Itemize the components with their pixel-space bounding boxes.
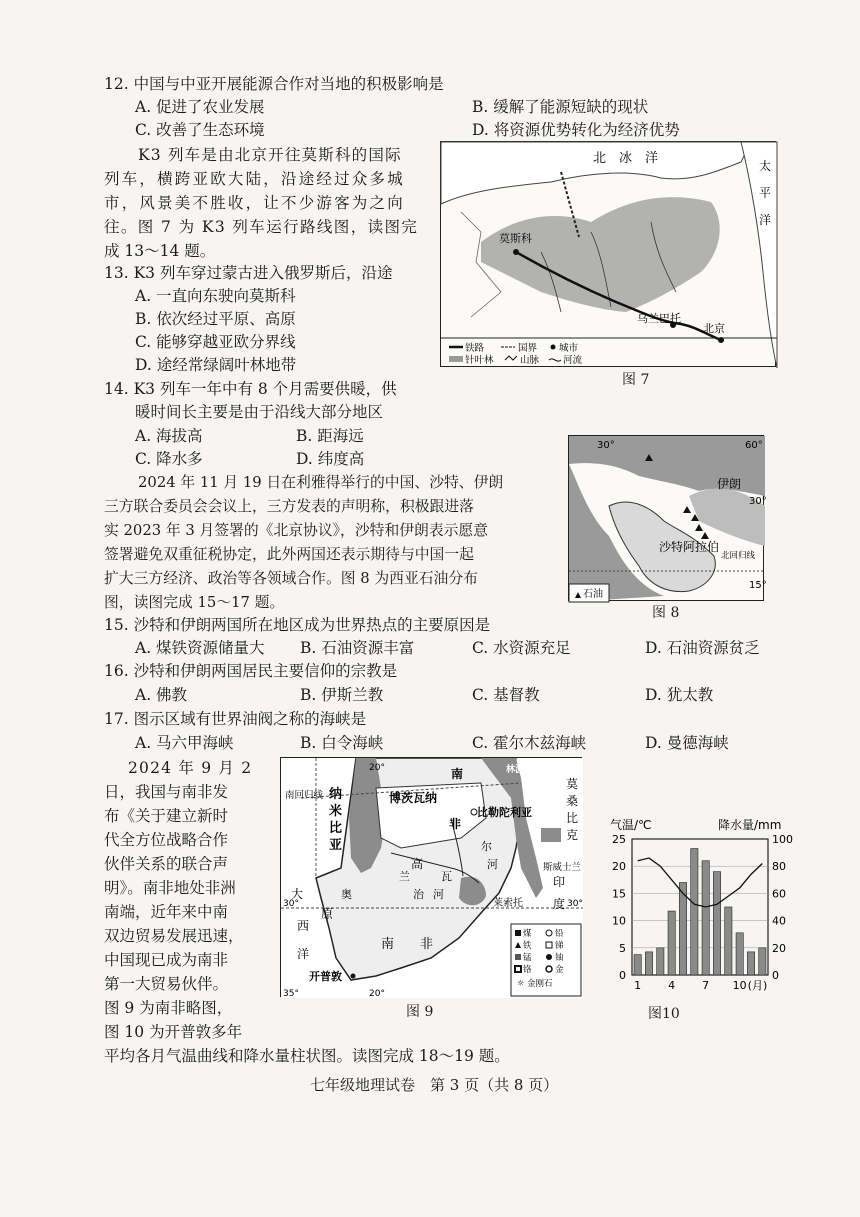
figure-7-map: [440, 141, 776, 367]
q16-option-b[interactable]: B. 伊斯兰教: [300, 686, 384, 704]
intro-line: 成 13～14 题。: [104, 242, 216, 260]
q13-option-c[interactable]: C. 能够穿越亚欧分界线: [135, 333, 296, 351]
q12-option-d[interactable]: D. 将资源优势转化为经济优势: [472, 121, 680, 139]
mozambique-char-1: 莫: [566, 777, 579, 791]
mozambique-char-4: 克: [566, 828, 579, 842]
atlantic-char-1: 大: [291, 887, 304, 901]
atlantic-char-3: 洋: [297, 947, 310, 961]
legend-mountain-icon: [505, 356, 517, 360]
gold-icon: [546, 966, 552, 972]
tropic-capricorn-label: 南回归线: [285, 790, 324, 801]
er-label: 尔: [481, 840, 492, 853]
intro-line: 明》。南非地处非洲: [104, 879, 236, 897]
x-tick-label: 7: [702, 979, 710, 992]
left-tick-label: 25: [612, 833, 626, 846]
moscow-label: 莫斯科: [499, 232, 532, 245]
intro-line: 布《关于建立新时: [104, 807, 229, 825]
legend-lead: 铅: [555, 929, 564, 939]
figure-8-caption: 图 8: [652, 605, 680, 621]
namibia-char-2: 米: [329, 804, 343, 819]
q13-option-a[interactable]: A. 一直向东驶向莫斯科: [135, 287, 296, 305]
q14-option-c[interactable]: C. 降水多: [135, 450, 203, 468]
q17-option-c[interactable]: C. 霍尔木兹海峡: [472, 734, 587, 752]
intro-line: 市，风景美不胜收，让不少游客为之向: [104, 194, 405, 212]
q15-option-b[interactable]: B. 石油资源丰富: [300, 639, 415, 657]
oil-icon: [701, 532, 709, 539]
coal-icon: [515, 930, 521, 936]
tropic-label: 北回归线: [721, 551, 756, 561]
orange-char-4: 河: [433, 888, 444, 901]
intro-line: 三方联合委员会会议上，三方发表的声明称，积极跟进落: [104, 498, 474, 515]
pacific-label-1: 太: [759, 159, 772, 173]
uranium-icon: [546, 954, 552, 960]
atlantic-char-2: 西: [297, 919, 310, 933]
gao-label: 高: [411, 857, 424, 871]
wa-label: 瓦: [441, 870, 452, 883]
right-tick-label: 20: [772, 941, 786, 955]
intro-line: 伙伴关系的联合声: [104, 855, 229, 873]
ulaanbaatar-label: 乌兰巴托: [637, 312, 681, 325]
q16-stem: 16. 沙特和伊朗两国居民主要信仰的宗教是: [104, 662, 398, 680]
q14-stem-cont: 暖时间长主要是由于沿线大部分地区: [135, 403, 384, 421]
intro-line: 实 2023 年 3 月签署的《北京协议》，沙特和伊朗表示愿意: [104, 522, 489, 539]
figure-9-caption: 图 9: [406, 1004, 434, 1020]
intro-line: 图 9 为南非略图，: [104, 999, 233, 1017]
lon-30-label: 30°: [597, 440, 615, 451]
precipitation-bar: [645, 952, 652, 975]
legend-forest: 针叶林: [465, 355, 494, 366]
legend-railway: 铁路: [465, 343, 485, 354]
mozambique-char-3: 比: [566, 811, 579, 825]
oil-icon: [695, 524, 703, 531]
figure-8-map: [568, 435, 767, 601]
figure-7-caption: 图 7: [622, 372, 650, 388]
iran-label: 伊朗: [717, 477, 742, 491]
legend-chromium: 铬: [523, 965, 532, 975]
lat-15-label: 15°: [749, 580, 767, 591]
q12-stem: 12. 中国与中亚开展能源合作对当地的积极影响是: [104, 75, 444, 93]
intro-line: 签署避免双重征税协定，此外两国还表示期待与中国一起: [104, 546, 474, 563]
legend-river-icon: [549, 359, 561, 361]
right-tick-label: 40: [772, 914, 786, 928]
left-tick-label: 0: [619, 969, 626, 982]
manganese-icon: [515, 954, 521, 960]
q15-option-c[interactable]: C. 水资源充足: [472, 639, 571, 657]
capetown-dot: [351, 974, 356, 979]
q17-stem: 17. 图示区域有世界油阀之称的海峡是: [104, 710, 367, 728]
legend-diamond: 金刚石: [527, 979, 553, 989]
orange-char-3: 治: [413, 888, 424, 901]
lon-20-top-label: 20°: [369, 763, 385, 773]
intro-line: K3 列车是由北京开往莫斯科的国际: [138, 146, 402, 164]
legend-coal: 煤: [523, 929, 532, 939]
precipitation-bar: [759, 948, 766, 975]
intro-line: 列车，横跨亚欧大陆，沿途经过众多城: [104, 170, 405, 188]
right-tick-label: 100: [772, 833, 793, 846]
x-tick-label: 10: [732, 979, 747, 992]
q14-option-b[interactable]: B. 距海远: [296, 427, 364, 445]
precipitation-bar: [691, 849, 698, 975]
lon-60-label: 60°: [745, 440, 763, 451]
diamond-icon: ☼: [517, 979, 525, 989]
legend-city: 城市: [559, 343, 579, 354]
fei-char-label: 非: [449, 817, 462, 831]
intro-line: 中国现已成为南非: [104, 951, 229, 969]
indian-char-1: 印: [553, 875, 566, 889]
figure-9-svg: [281, 758, 583, 998]
legend-iron: 铁: [523, 941, 532, 951]
legend-river: 河流: [563, 355, 583, 366]
figure-10-svg: [600, 815, 800, 1027]
q13-option-b[interactable]: B. 依次经过平原、高原: [135, 310, 296, 328]
q15-option-d[interactable]: D. 石油资源贫乏: [645, 639, 760, 657]
intro-line: 2024 年 9 月 2: [128, 759, 253, 777]
swaziland-label: 斯威士兰: [543, 862, 582, 873]
right-tick-label: 80: [772, 860, 786, 874]
figure-10-chart: [600, 815, 800, 1027]
lon-35-left-label: 35°: [283, 989, 299, 999]
q16-option-d[interactable]: D. 犹太教: [645, 686, 714, 704]
left-tick-label: 20: [612, 860, 626, 874]
x-tick-label: 1: [634, 979, 642, 992]
lon-20-bottom-label: 20°: [369, 989, 385, 999]
q16-option-c[interactable]: C. 基督教: [472, 686, 540, 704]
precipitation-bar: [747, 952, 754, 975]
namibia-char-3: 比: [329, 821, 343, 836]
intro-line: 双边贸易发展迅速，: [104, 927, 244, 945]
precipitation-bar: [713, 872, 720, 975]
q17-option-d[interactable]: D. 曼德海峡: [645, 734, 729, 752]
x-axis-unit: (月): [747, 979, 768, 992]
q15-stem: 15. 沙特和伊朗两国所在地区成为世界热点的主要原因是: [104, 616, 491, 634]
figure-8-svg: [569, 436, 765, 602]
legend-uranium: 铀: [555, 953, 564, 963]
legend-manganese: 锰: [523, 953, 532, 963]
lat-30-right-label: 30°: [567, 899, 583, 909]
lat-30-left-label: 30°: [283, 899, 299, 909]
figure-9-map: [280, 757, 582, 997]
lesotho-label: 莱索托: [493, 898, 523, 909]
legend-antimony: 锑: [555, 941, 564, 951]
q17-option-b[interactable]: B. 白令海峡: [300, 734, 384, 752]
q14-option-a[interactable]: A. 海拔高: [135, 427, 203, 445]
q12-option-b[interactable]: B. 缓解了能源短缺的现状: [472, 98, 649, 116]
precipitation-bar: [657, 948, 664, 975]
legend-forest-icon: [449, 356, 463, 362]
orange-char-1: 奥: [341, 888, 352, 901]
precipitation-bar: [702, 861, 709, 975]
moscow-dot: [513, 249, 519, 255]
south-char-label: 南: [451, 767, 464, 781]
botswana-label: 博茨瓦纳: [389, 791, 438, 805]
legend-gold: 金: [555, 965, 564, 975]
pretoria-label: 比勒陀利亚: [477, 806, 532, 819]
capetown-label: 开普敦: [309, 970, 342, 983]
precipitation-bar: [736, 933, 743, 975]
he-label: 河: [487, 858, 498, 871]
left-tick-label: 5: [619, 941, 626, 955]
precipitation-bar: [634, 955, 641, 975]
q16-option-a[interactable]: A. 佛教: [135, 686, 188, 704]
pacific-label-3: 洋: [759, 213, 772, 227]
q14-stem: 14. K3 列车一年中有 8 个月需要供暖，供: [104, 380, 397, 398]
precipitation-bar: [668, 911, 675, 975]
lat-30-label: 30°: [749, 496, 767, 507]
legend-city-icon: [551, 345, 556, 350]
intro-line: 代全方位战略合作: [104, 831, 229, 849]
intro-line: 往。图 7 为 K3 列车运行路线图，读图完: [104, 218, 419, 236]
figure-7-svg: [441, 142, 777, 368]
right-tick-label: 0: [772, 969, 779, 982]
mozambique-char-2: 桑: [566, 794, 579, 808]
left-tick-label: 10: [612, 914, 626, 928]
namibia-char-1: 纳: [329, 787, 343, 802]
temperature-curve: [638, 858, 763, 907]
legend-mountain: 山脉: [520, 355, 540, 366]
intro-line: 日，我国与南非发: [104, 783, 229, 801]
south-africa-label: 南 非: [381, 937, 434, 952]
page-footer: 七年级地理试卷 第 3 页（共 8 页）: [310, 1076, 559, 1094]
q15-option-a[interactable]: A. 煤铁资源储量大: [135, 639, 265, 657]
arctic-ocean-label: 北 冰 洋: [593, 151, 659, 166]
q12-option-c[interactable]: C. 改善了生态环境: [135, 121, 265, 139]
q13-stem: 13. K3 列车穿过蒙古进入俄罗斯后，沿途: [104, 264, 393, 282]
namibia-char-4: 亚: [329, 838, 343, 853]
intro-line: 第一大贸易伙伴。: [104, 975, 229, 993]
left-axis-title: 气温/℃: [610, 818, 652, 832]
intro-line: 图 10 为开普敦多年: [104, 1023, 243, 1041]
indian-char-2: 度: [553, 897, 566, 911]
intro-line: 扩大三方经济、政治等各领域合作。图 8 为西亚石油分布: [104, 570, 478, 587]
legend-border: 国界: [518, 343, 538, 354]
q17-option-a[interactable]: A. 马六甲海峡: [135, 734, 234, 752]
orange-char-2: 兰: [399, 870, 410, 883]
q14-option-d[interactable]: D. 纬度高: [296, 450, 365, 468]
pacific-label-2: 平: [759, 186, 772, 200]
intro-line: 平均各月气温曲线和降水量柱状图。读图完成 18～19 题。: [104, 1047, 510, 1065]
figure-10-caption: 图10: [648, 1006, 680, 1022]
intro-line: 南端，近年来中南: [104, 903, 229, 921]
x-tick-label: 4: [668, 979, 676, 992]
saudi-label: 沙特阿拉伯: [659, 540, 720, 554]
right-axis-title: 降水量/mm: [718, 818, 782, 832]
left-tick-label: 15: [612, 887, 626, 901]
limpopo-label: 林波布: [506, 765, 534, 775]
right-tick-label: 60: [772, 887, 786, 901]
plateau-label: 原: [321, 907, 334, 921]
q13-option-d[interactable]: D. 途经常绿阔叶林地带: [135, 356, 297, 374]
legend-oil: 石油: [583, 589, 603, 600]
beijing-label: 北京: [703, 322, 725, 335]
precipitation-bar: [725, 907, 732, 975]
intro-line: 图，读图完成 15～17 题。: [104, 594, 285, 611]
q12-option-a[interactable]: A. 促进了农业发展: [135, 98, 265, 116]
intro-line: 2024 年 11 月 19 日在利雅得举行的中国、沙特、伊朗: [138, 474, 504, 491]
oil-icon: [683, 506, 691, 513]
